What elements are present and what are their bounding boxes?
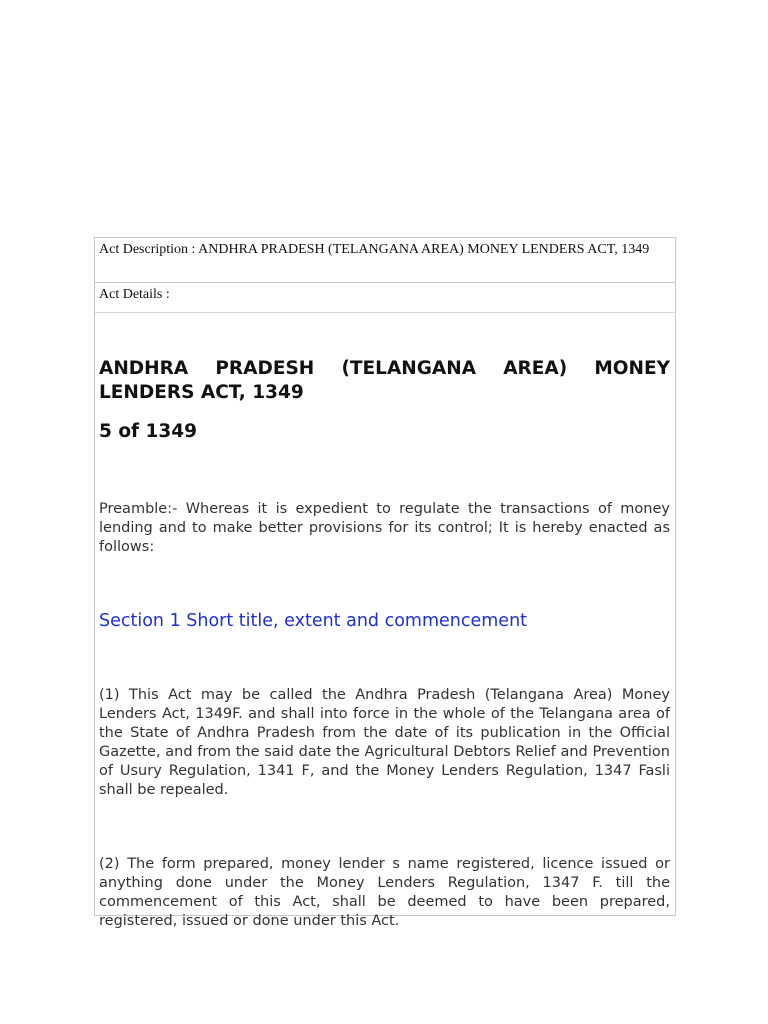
clause-1-paragraph: (1) This Act may be called the Andhra Pradesh (Telangana Area) Money Lenders Act, 1349F. and shall into force in the whole of the Telangana area of the State of Andhra Pradesh from the date of its publication in the Official Gazette, and from the said date the Agricultural Debtors Relief and Prevention of Usury Regulation, 1341 F, and the Money Lenders Regulation, 1347 Fasli shall be repealed. [99, 687, 670, 798]
preamble-paragraph: Preamble:- Whereas it is expedient to regulate the transactions of money lending and to make better provisions for its control; It is hereby enacted as follows: [99, 501, 670, 555]
clause-2-paragraph: (2) The form prepared, money lender s name registered, licence issued or anything done under the Money Lenders Regulation, 1347 F. till the commencement of this Act, shall be deemed to have been prepared, registered, issued or done under this Act. [99, 856, 670, 929]
act-number: 5 of 1349 [99, 421, 198, 442]
section-1-heading: Section 1 Short title, extent and commencement [99, 611, 528, 631]
act-details-label: Act Details : [99, 287, 170, 302]
act-description-row [95, 238, 675, 283]
act-document-table [94, 237, 676, 929]
act-description-text: Act Description : ANDHRA PRADESH (TELANGANA AREA) MONEY LENDERS ACT, 1349 [99, 242, 650, 257]
act-details-row [95, 283, 675, 313]
act-body [95, 314, 675, 929]
act-title: ANDHRA PRADESH (TELANGANA AREA) MONEY LENDERS ACT, 1349 [99, 358, 670, 403]
